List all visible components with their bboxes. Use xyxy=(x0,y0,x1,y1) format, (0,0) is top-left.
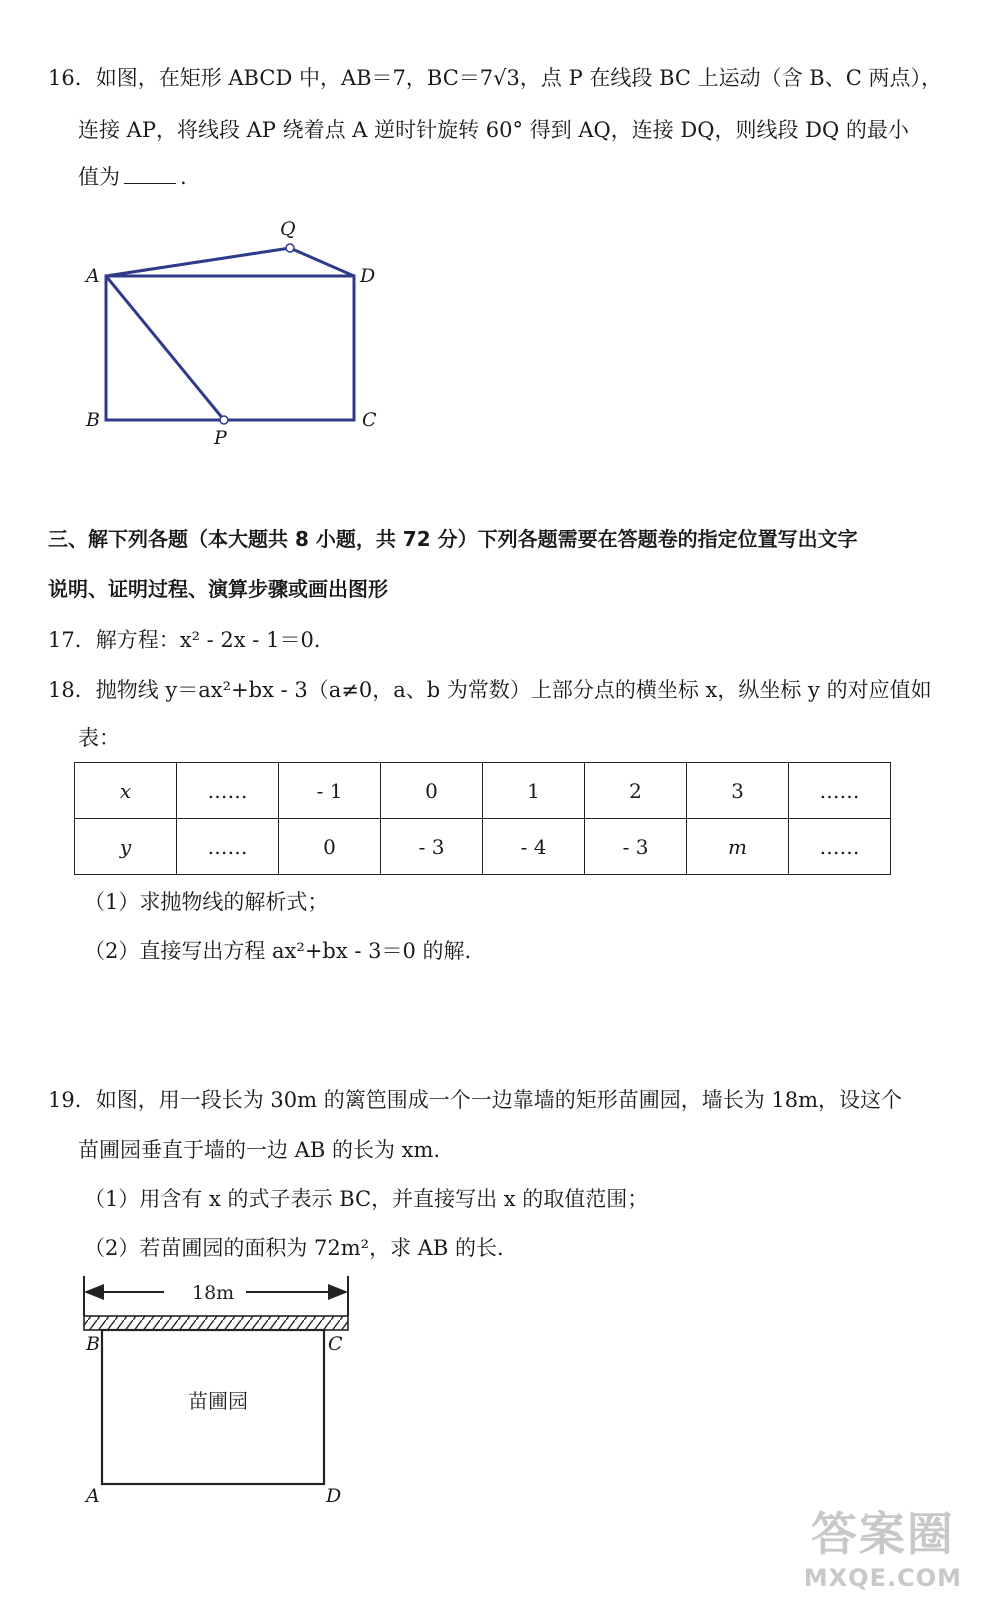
rectangle-abcd xyxy=(106,276,354,420)
q16-line-3-end: . xyxy=(180,165,187,189)
table-cell: - 4 xyxy=(483,819,585,875)
q19-part-1: （1）用含有 x 的式子表示 BC，并直接写出 x 的取值范围； xyxy=(84,1187,649,1211)
table-cell: 1 xyxy=(483,763,585,819)
table-cell: - 3 xyxy=(585,819,687,875)
table-cell: …… xyxy=(177,819,279,875)
label-p: P xyxy=(214,427,227,449)
label-c: C xyxy=(362,409,377,431)
q16-line-2: 连接 AP，将线段 AP 绕着点 A 逆时针旋转 60° 得到 AQ，连接 DQ，则线段 DQ 的最小 xyxy=(78,118,909,142)
section3-heading-1: 三、解下列各题（本大题共 8 小题，共 72 分）下列各题需要在答题卷的指定位置写出文字 xyxy=(48,527,858,551)
table-cell: x xyxy=(75,763,177,819)
q16-line-3 xyxy=(78,163,187,191)
table-cell: …… xyxy=(177,763,279,819)
table-row-y xyxy=(75,819,891,875)
q18-part-2: （2）直接写出方程 ax²+bx - 3＝0 的解. xyxy=(84,939,472,963)
label-a: A xyxy=(86,265,100,287)
point-q xyxy=(286,244,294,252)
point-p xyxy=(220,416,228,424)
q19-line-1: 19．如图，用一段长为 30m 的篱笆围成一个一边靠墙的矩形苗圃园，墙长为 18m，设这个 xyxy=(48,1088,903,1112)
watermark-cn: 答案圈 xyxy=(810,1507,955,1561)
label-b: B xyxy=(86,1333,100,1355)
watermark xyxy=(804,1498,962,1592)
segment-ap xyxy=(106,276,224,420)
table-cell: …… xyxy=(789,819,891,875)
segment-aq xyxy=(106,248,290,276)
segment-qd xyxy=(290,248,354,276)
watermark-en: MXQE.COM xyxy=(803,1564,962,1592)
wall xyxy=(84,1316,348,1330)
q16-line-3-text: 值为 xyxy=(78,165,120,189)
q18-line-2: 表： xyxy=(78,726,120,750)
section3-heading-2: 说明、证明过程、演算步骤或画出图形 xyxy=(48,577,388,601)
table-cell: …… xyxy=(789,763,891,819)
label-d: D xyxy=(360,265,376,287)
table-cell: - 1 xyxy=(279,763,381,819)
table-cell: 2 xyxy=(585,763,687,819)
q19-part-2: （2）若苗圃园的面积为 72m²，求 AB 的长. xyxy=(84,1236,504,1260)
table-cell: m xyxy=(687,819,789,875)
label-d: D xyxy=(326,1485,342,1507)
table-cell: - 3 xyxy=(381,819,483,875)
garden-label: 苗圃园 xyxy=(188,1389,248,1413)
table-row-x xyxy=(75,763,891,819)
label-q: Q xyxy=(280,218,296,240)
q19-line-2: 苗圃园垂直于墙的一边 AB 的长为 xm. xyxy=(78,1138,441,1162)
label-c: C xyxy=(328,1333,343,1355)
q18-part-1: （1）求抛物线的解析式； xyxy=(84,890,329,914)
q18-line-1: 18．抛物线 y＝ax²+bx - 3（a≠0，a、b 为常数）上部分点的横坐标 x，纵坐标 y 的对应值如 xyxy=(48,678,932,702)
q19-figure xyxy=(70,1272,370,1507)
table-cell: 3 xyxy=(687,763,789,819)
q16-line-1: 16．如图，在矩形 ABCD 中，AB＝7，BC＝7√3，点 P 在线段 BC 上运动（含 B、C 两点）， xyxy=(48,66,942,90)
answer-blank xyxy=(124,163,176,184)
label-b: B xyxy=(86,409,100,431)
q16-figure xyxy=(78,210,398,470)
table-cell: y xyxy=(75,819,177,875)
label-a: A xyxy=(86,1485,100,1507)
table-cell: 0 xyxy=(279,819,381,875)
q17-text: 17．解方程：x² - 2x - 1＝0. xyxy=(48,628,321,652)
value-table xyxy=(74,762,891,875)
wall-length-label: 18m xyxy=(192,1282,235,1304)
table-cell: 0 xyxy=(381,763,483,819)
